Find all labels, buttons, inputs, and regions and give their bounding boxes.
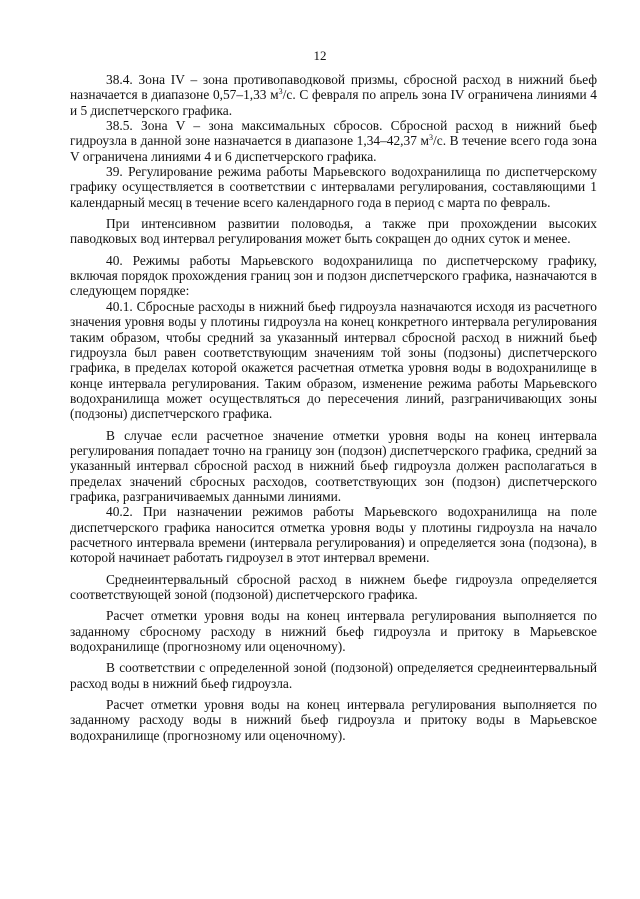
paragraph-flood-note: При интенсивном развитии половодья, а также при прохождении высоких паводковых вод интервал регулирования может быть сокращен до одних суток и менее. xyxy=(70,216,597,247)
paragraph-boundary-case: В случае если расчетное значение отметки уровня воды на конец интервала регулирования попадает точно на границу зон (подзон) диспетчерского графика, средний за указанный интервал сбросной расход в нижний бьеф гидроузла должен располагаться в пределах значений сбросных расходов, соответствующих зон (подзон) диспетчерского графика, разграничиваемых данными линиями. xyxy=(70,427,597,504)
paragraph-38-4: 38.4. Зона IV – зона противопаводковой призмы, сбросной расход в нижний бьеф назначается в диапазоне 0,57–1,33 $м^3/с$. С февраля по апрель зона IV ограничена линиями 4 и 5 диспетчерского графика. xyxy=(70,72,597,118)
document-body xyxy=(70,72,597,743)
paragraph-level-calculation-1: Расчет отметки уровня воды на конец интервала регулирования выполняется по заданному сбросному расходу в нижний бьеф гидроузла и притоку в Марьевское водохранилище (прогнозному или оценочному). xyxy=(70,608,597,655)
paragraph-40-2: 40.2. При назначении режимов работы Марьевского водохранилища на поле диспетчерского графика наносится отметка уровня воды у плотины гидроузла на начало расчетного интервала времени (интервала регулирования) и определяется зона (подзона), в которой начинает работать гидроузел в этот интервал времени. xyxy=(70,504,597,566)
paragraph-38-5: 38.5. Зона V – зона максимальных сбросов. Сбросной расход в нижний бьеф гидроузла в данной зоне назначается в диапазоне 1,34–42,37 $м^3/с$. В течение всего года зона V ограничена линиями 4 и 6 диспетчерского графика. xyxy=(70,118,597,164)
page-number: 12 xyxy=(313,48,327,63)
paragraph-40-1: 40.1. Сбросные расходы в нижний бьеф гидроузла назначаются исходя из расчетного значения уровня воды у плотины гидроузла на конец конкретного интервала регулирования таким образом, чтобы средний за указанный интервал сбросной расход в нижний бьеф гидроузла был равен соответствующим значениям той зоны (подзоны) диспетчерского графика, в пределах которой окажется расчетная отметка уровня воды в водохранилище в конце интервала регулирования. Таким образом, изменение режима работы Марьевского водохранилища может осуществляться до пересечения линий, разграничивающих зоны (подзоны) диспетчерского графика. xyxy=(70,298,597,422)
paragraph-level-calculation-2: Расчет отметки уровня воды на конец интервала регулирования выполняется по заданному расходу воды в нижний бьеф гидроузла и притоку воды в Марьевское водохранилище (прогнозному или оценочному). xyxy=(70,697,597,743)
paragraph-zone-discharge: В соответствии с определенной зоной (подзоной) определяется среднеинтервальный расход воды в нижний бьеф гидроузла. xyxy=(70,660,597,691)
paragraph-average-discharge: Среднеинтервальный сбросной расход в нижнем бьефе гидроузла определяется соответствующей зоной (подзоной) диспетчерского графика. xyxy=(70,571,597,602)
paragraph-39: 39. Регулирование режима работы Марьевского водохранилища по диспетчерскому графику осуществляется в соответствии с интервалами регулирования, составляющими 1 календарный месяц в течение всего календарного года в период с марта по февраль. xyxy=(70,164,597,210)
paragraph-40: 40. Режимы работы Марьевского водохранилища по диспетчерскому графику, включая порядок прохождения границ зон и подзон диспетчерского графика, назначаются в следующем порядке: xyxy=(70,252,597,299)
